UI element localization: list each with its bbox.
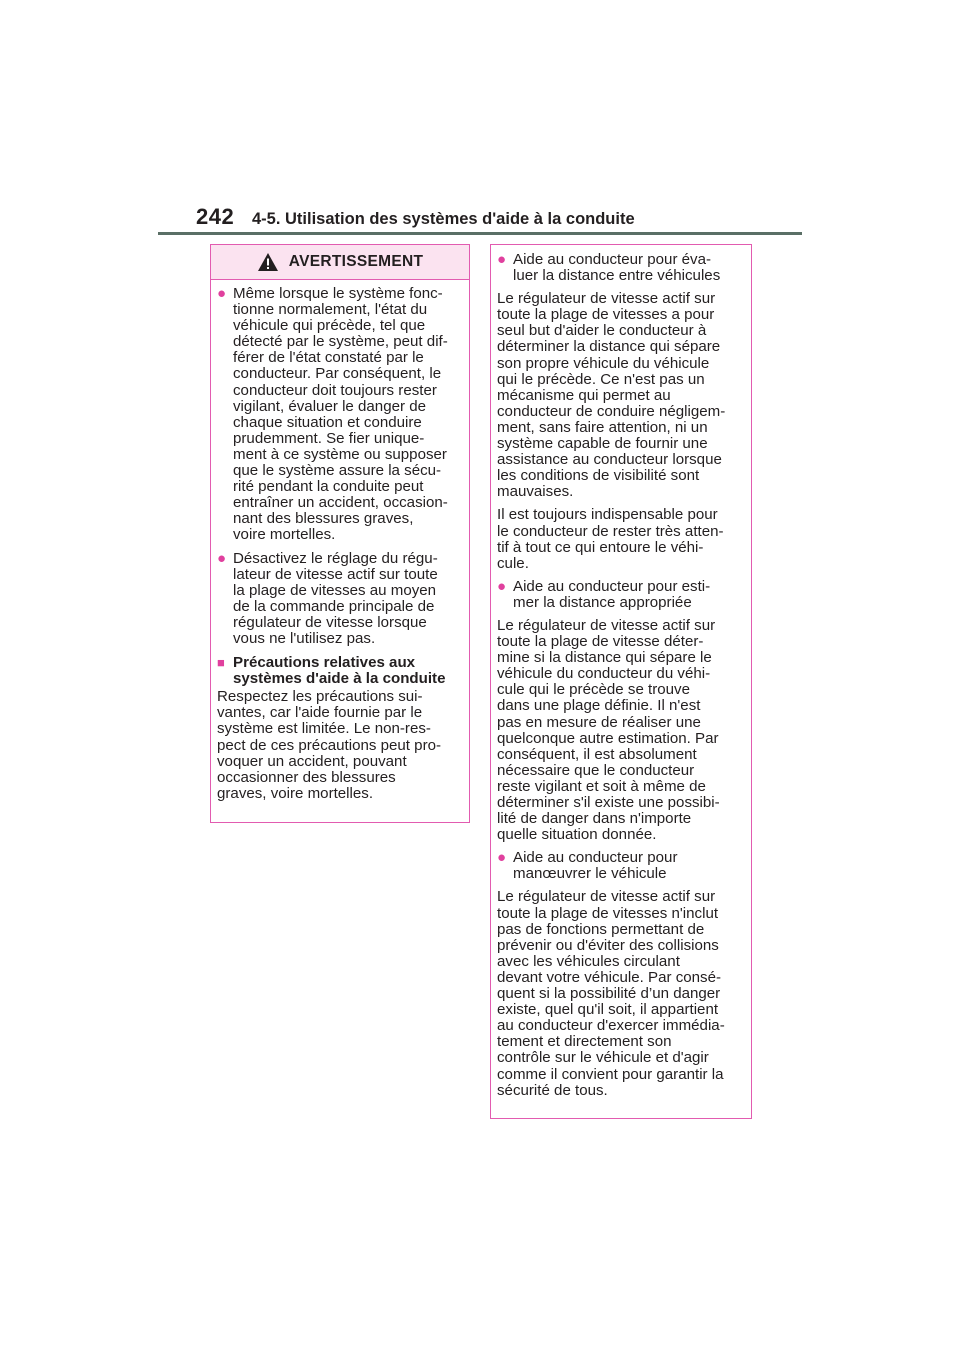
bullet-icon: ●	[217, 285, 227, 302]
warning-header	[211, 245, 469, 280]
bullet-icon: ●	[497, 251, 507, 268]
bullet-text: Aide au conducteur pour manœuvrer le véhicule	[513, 849, 678, 883]
bullet-icon: ●	[497, 849, 507, 867]
bullet-text: Même lorsque le système fonc- tionne normalement, l'état du véhicule qui précède, tel que détecté par le système, peut dif- férer de l'état constaté par le conducteur. Par conséquent, le conducteur doit toujours rester vigilant, évaluer le danger de chaque situation et conduire prudemment. Se fier unique- ment à ce système ou supposer que le système assure la sécu- rité pendant la conduite peut entraîner un accident, occasion- nant des blessures graves, voire mortelles.	[233, 285, 448, 544]
page-number: 242	[196, 204, 235, 229]
warning-paragraph: Respectez les précautions sui- vantes, car l'aide fournie par le système est limitée. Le non-res- pect de ces précautions peut pro- voquer un accident, pouvant occasionner des blessures graves, voire mortelles.	[217, 688, 442, 802]
info-bullet	[497, 850, 744, 882]
info-paragraph: Le régulateur de vitesse actif sur toute la plage de vitesses n'inclut pas de fonctions permettant de prévenir ou d'éviter des collisions avec les véhicules circulant devant votre véhicule. Par consé- quent si la possibilité d’un danger existe, quel qu'il soit, il appartient au conducteur d'exercer immédia- tement et directement son contrôle sur le véhicule et d'agir comme il convient pour garantir la sécurité de tous.	[497, 888, 725, 1099]
bullet-text: Aide au conducteur pour éva- luer la distance entre véhicules	[513, 251, 721, 285]
warning-box	[210, 244, 470, 823]
header-divider	[158, 232, 802, 235]
warning-bullet	[217, 551, 462, 648]
warning-triangle-icon	[257, 252, 279, 272]
bullet-text: Aide au conducteur pour esti- mer la distance appropriée	[513, 577, 711, 611]
info-box	[490, 244, 752, 1119]
info-bullet	[497, 252, 744, 284]
bullet-text: Désactivez le réglage du régu- lateur de vitesse actif sur toute la plage de vitesses au moyen de la commande principale de régulateur de vitesse lorsque vous ne l'utilisez pas.	[233, 549, 438, 647]
subheading	[217, 655, 462, 687]
subheading-text: Précautions relatives aux systèmes d'aide à la conduite	[233, 654, 446, 688]
warning-content	[211, 280, 469, 802]
info-paragraph: Le régulateur de vitesse actif sur toute la plage de vitesses a pour seul but d'aider le conducteur à déterminer la distance qui sépare son propre véhicule du véhicule qui le précède. Ce n'est pas un mécanisme qui permet au conducteur de conduire négligem- ment, sans faire attention, ni un système capable de fournir une assistance au conducteur lorsque les conditions de visibilité sont mauvaises.	[497, 290, 726, 501]
info-paragraph: Le régulateur de vitesse actif sur toute la plage de vitesse déter- mine si la distance qui sépare le véhicule du conducteur du véhi- cule qui le précède se trouve dans une plage définie. Il n'est pas en mesure de réaliser une quelconque autre estimation. Par conséquent, il est absolument nécessaire que le conducteur reste vigilant et soit à même de déterminer s'il existe une possibi- lité de danger dans n'importe quelle situation donnée.	[497, 616, 720, 844]
page-header	[196, 205, 796, 235]
warning-bullet	[217, 286, 462, 544]
warning-title: AVERTISSEMENT	[288, 253, 424, 270]
info-paragraph: Il est toujours indispensable pour le conducteur de rester très atten- tif à tout ce qui entoure le véhi- cule.	[497, 506, 724, 572]
section-title: 4-5. Utilisation des systèmes d'aide à la conduite	[252, 210, 635, 228]
info-content	[491, 245, 751, 1099]
bullet-icon: ●	[217, 549, 227, 567]
info-bullet	[497, 579, 744, 611]
square-icon: ■	[217, 655, 225, 671]
bullet-icon: ●	[497, 577, 507, 595]
